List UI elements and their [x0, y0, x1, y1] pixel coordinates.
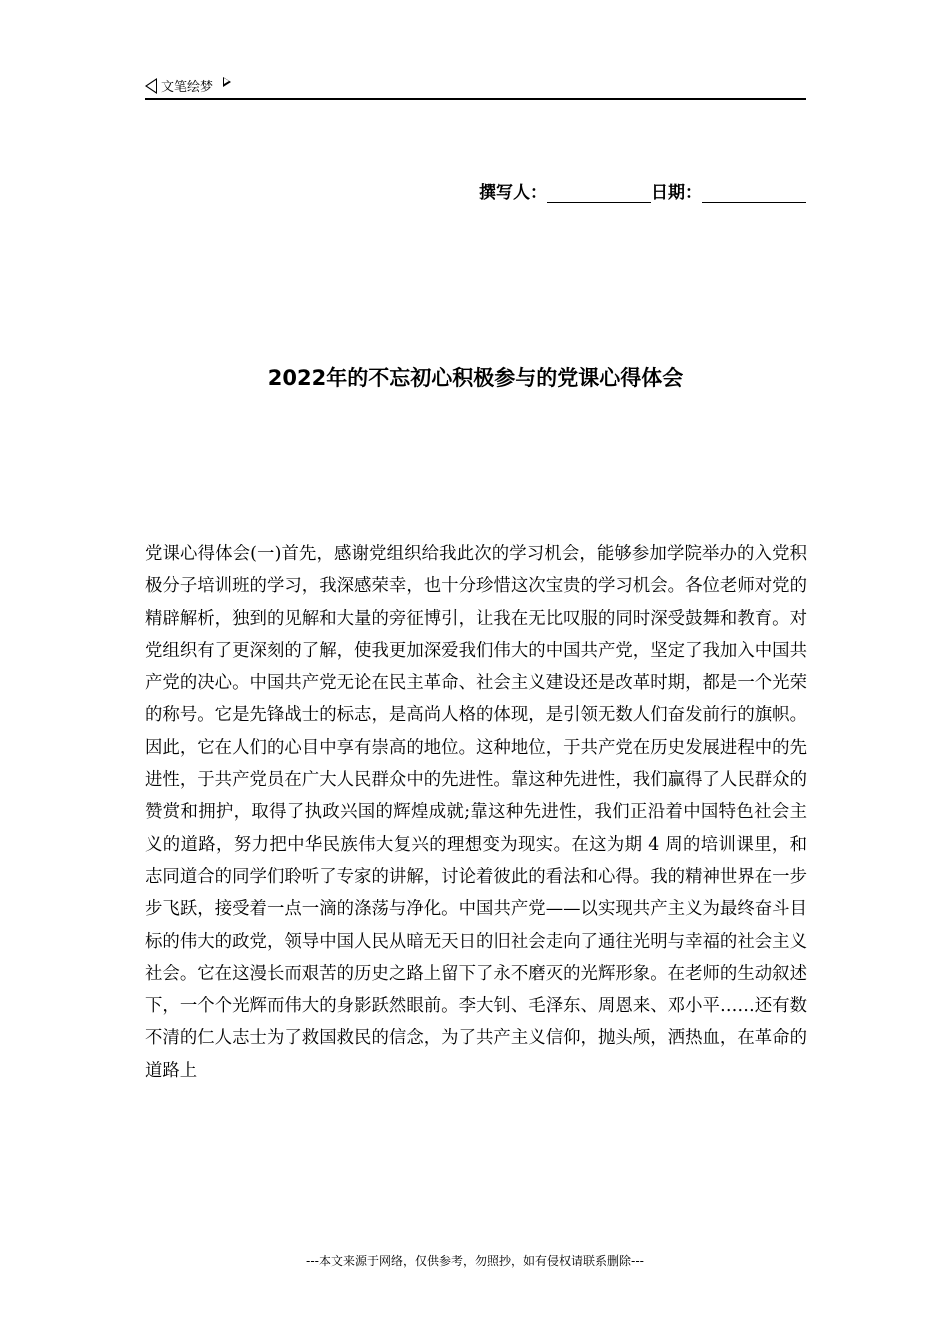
author-blank [547, 184, 651, 203]
document-title: 2022年的不忘初心积极参与的党课心得体会 [267, 366, 684, 390]
header-brand [145, 76, 231, 95]
author-label: 撰写人： [479, 183, 547, 203]
triangle-right-icon [223, 77, 231, 87]
triangle-left-icon [145, 78, 157, 94]
signature-line [479, 178, 806, 203]
brand-text: 文笔绘梦 [161, 80, 214, 95]
date-blank [702, 184, 806, 203]
date-label: 日期： [651, 183, 702, 203]
document-body: 党课心得体会(一)首先，感谢党组织给我此次的学习机会，能够参加学院举办的入党积极分子培训班的学习，我深感荣幸，也十分珍惜这次宝贵的学习机会。各位老师对党的精辟解析，独到的见解和大量的旁征博引，让我在无比叹服的同时深受鼓舞和教育。对党组织有了更深刻的了解，使我更加深爱我们伟大的中国共产党，坚定了我加入中国共产党的决心。中国共产党无论在民主革命、社会主义建设还是改革时期，都是一个光荣的称号。它是先锋战士的标志，是高尚人格的体现，是引领无数人们奋发前行的旗帜。因此，它在人们的心目中享有崇高的地位。这种地位，于共产党在历史发展进程中的先进性，于共产党员在广大人民群众中的先进性。靠这种先进性，我们赢得了人民群众的赞赏和拥护，取得了执政兴国的辉煌成就;靠这种先进性，我们正沿着中国特色社会主义的道路，努力把中华民族伟大复兴的理想变为现实。在这为期 4 周的培训课里，和志同道合的同学们聆听了专家的讲解，讨论着彼此的看法和心得。我的精神世界在一步步飞跃，接受着一点一滴的涤荡与净化。中国共产党——以实现共产主义为最终奋斗目标的伟大的政党，领导中国人民从暗无天日的旧社会走向了通往光明与幸福的社会主义社会。它在这漫长而艰苦的历史之路上留下了永不磨灭的光辉形象。在老师的生动叙述下，一个个光辉而伟大的身影跃然眼前。李大钊、毛泽东、周恩来、邓小平……还有数不清的仁人志士为了救国救民的信念，为了共产主义信仰，抛头颅，洒热血，在革命的道路上 [145, 544, 807, 1081]
page-header [145, 74, 806, 100]
page-footer: ---本文来源于网络，仅供参考，勿照抄，如有侵权请联系删除--- [306, 1254, 644, 1268]
